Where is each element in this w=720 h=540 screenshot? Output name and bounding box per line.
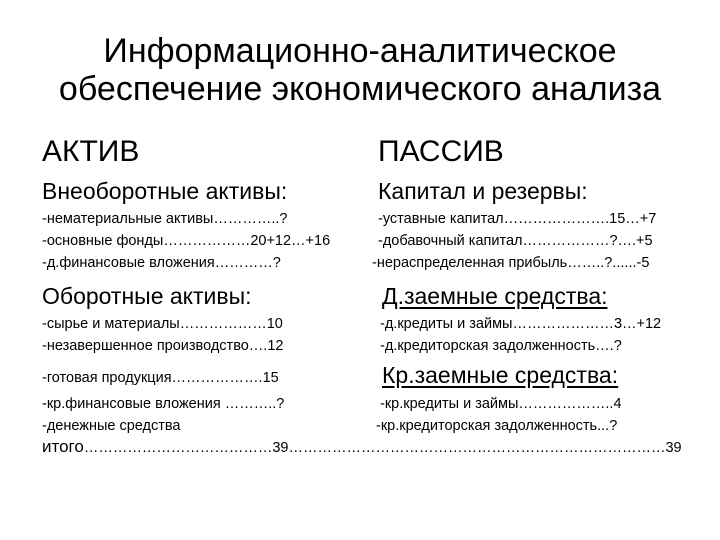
short-term-item-loans: -кр.кредиты и займы………………..4: [380, 396, 622, 412]
short-term-liabilities-heading: Кр.заемные средства:: [382, 362, 619, 388]
current-item-wip: -незавершенное производство….12: [42, 338, 284, 354]
noncurrent-assets-heading: Внеоборотные активы:: [42, 178, 288, 204]
capital-heading: Капитал и резервы:: [378, 178, 588, 204]
title-line-2: обеспечение экономического анализа: [58, 70, 662, 108]
long-term-item-payables: -д.кредиторская задолженность….?: [380, 338, 622, 354]
capital-item-additional: -добавочный капитал………………?….+5: [378, 233, 653, 249]
long-term-liabilities-heading: Д.заемные средства:: [382, 283, 608, 309]
total-row: [42, 437, 682, 457]
current-item-finished-goods: -готовая продукция……………….15: [42, 370, 279, 386]
current-item-cash: -денежные средства: [42, 418, 181, 434]
current-assets-heading: Оборотные активы:: [42, 283, 252, 309]
passiv-heading: ПАССИВ: [378, 135, 504, 168]
noncurrent-item-lt-investments: -д.финансовые вложения…………?: [42, 255, 281, 271]
long-term-item-loans: -д.кредиты и займы…………………3…+12: [380, 316, 662, 332]
current-item-st-investments: -кр.финансовые вложения ………..?: [42, 396, 285, 412]
noncurrent-item-intangible: -нематериальные активы…………..?: [42, 211, 288, 227]
total-label: итого: [42, 437, 84, 456]
total-value: …………………………………39……………………………………………………………………39: [83, 440, 682, 456]
short-term-item-payables: -кр.кредиторская задолженность...?: [376, 418, 618, 434]
capital-item-retained-earnings: -нераспределенная прибыль……..?......-5: [372, 255, 650, 271]
noncurrent-item-fixed-assets: -основные фонды………………20+12…+16: [42, 233, 331, 249]
capital-item-charter: -уставные капитал………………….15…+7: [378, 211, 657, 227]
aktiv-heading: АКТИВ: [42, 135, 140, 168]
slide-title: [0, 32, 720, 108]
current-item-materials: -сырье и материалы………………10: [42, 316, 283, 332]
title-line-1: Информационно-аналитическое: [103, 32, 617, 70]
